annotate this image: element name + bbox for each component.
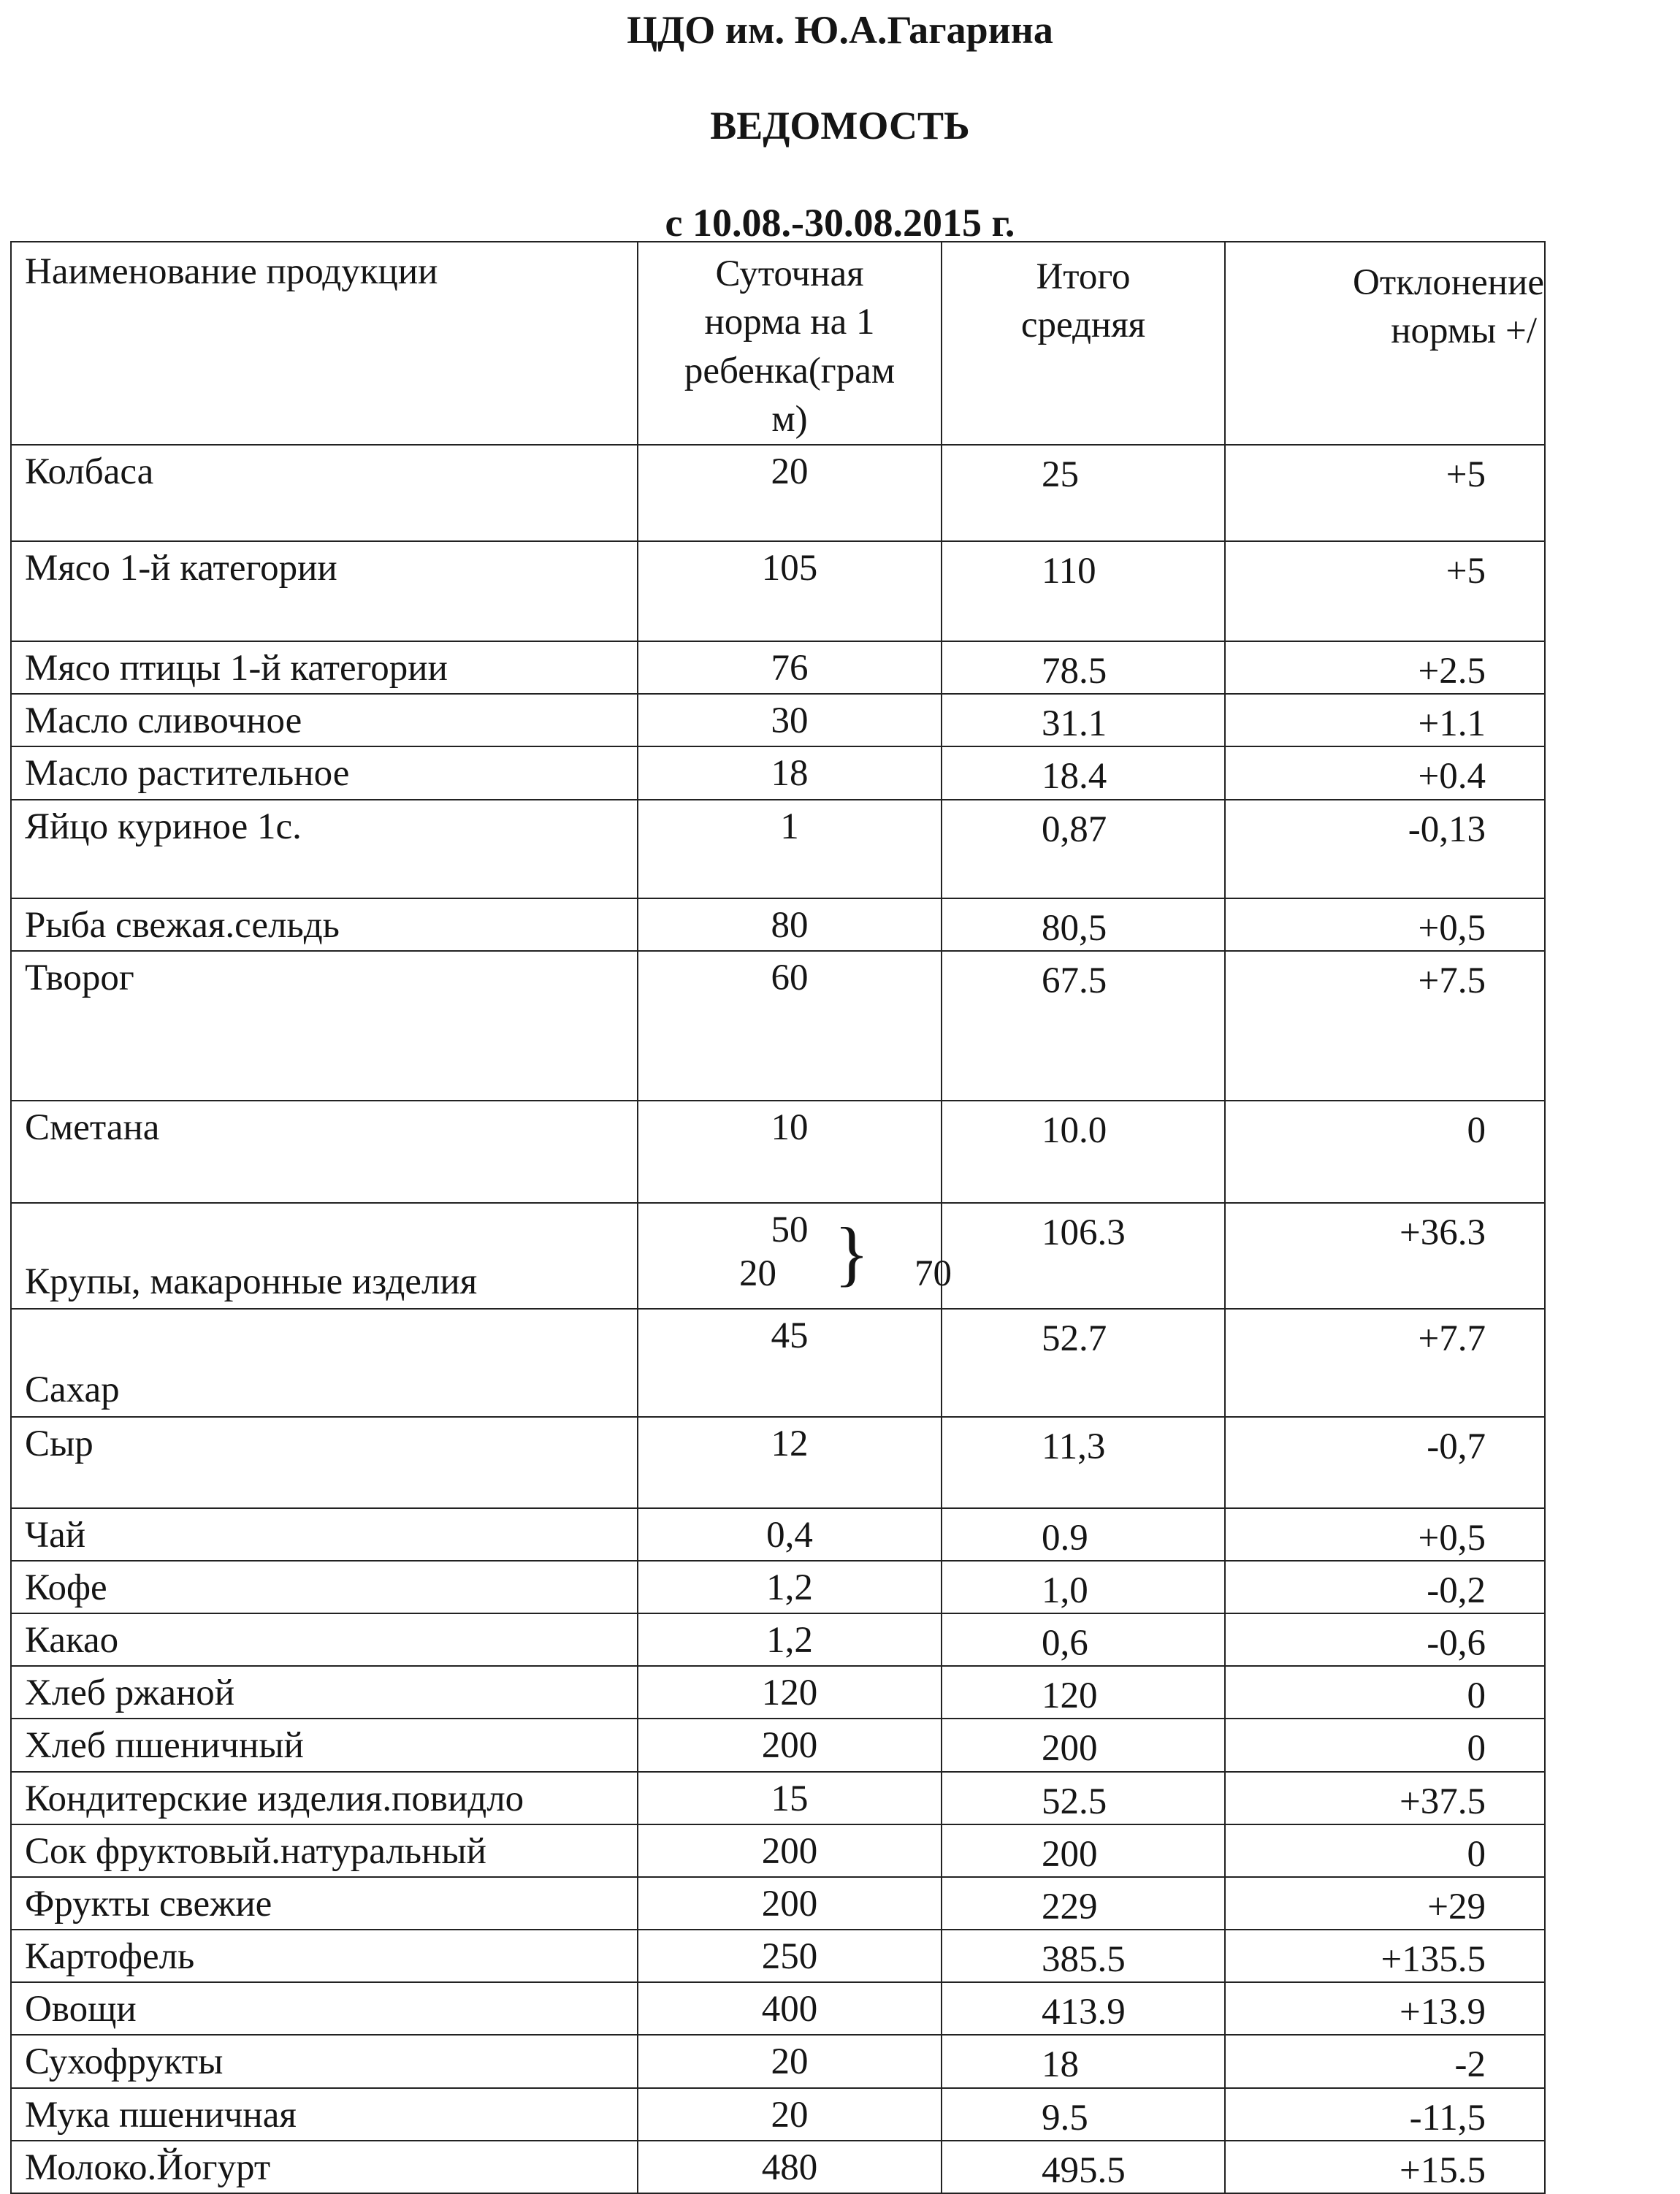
norm-value: 50 (771, 1209, 809, 1250)
norm-value: 250 (638, 1930, 942, 1982)
norm-value: 200 (638, 1824, 942, 1877)
column-header-deviation (1225, 242, 1545, 445)
norm-value: 60 (638, 951, 942, 1101)
product-name: Масло сливочное (11, 694, 638, 746)
norm-value: 20 (638, 445, 942, 541)
norm-value: 200 (638, 1877, 942, 1930)
table-row (11, 1203, 1545, 1309)
table-row (11, 445, 1545, 541)
norm-value: 105 (638, 541, 942, 641)
deviation-value: 0 (1225, 1719, 1545, 1771)
total-value: 0,87 (942, 800, 1225, 898)
deviation-value: 0 (1225, 1101, 1545, 1203)
product-name: Мука пшеничная (11, 2088, 638, 2141)
total-value: 413.9 (942, 1982, 1225, 2035)
deviation-value: -2 (1225, 2035, 1545, 2087)
total-value: 110 (942, 541, 1225, 641)
product-name: Фрукты свежие (11, 1877, 638, 1930)
deviation-value: +0.4 (1225, 746, 1545, 799)
norm-subvalue: 20 (739, 1253, 776, 1294)
product-name: Крупы, макаронные изделия (11, 1203, 638, 1309)
deviation-value: -0,13 (1225, 800, 1545, 898)
product-name: Колбаса (11, 445, 638, 541)
deviation-value: -0,6 (1225, 1613, 1545, 1666)
total-value: 52.7 (942, 1309, 1225, 1417)
deviation-value: 0 (1225, 1666, 1545, 1719)
table-row (11, 898, 1545, 951)
column-header-total-line: Итого (1036, 256, 1131, 297)
deviation-value: +37.5 (1225, 1772, 1545, 1824)
norm-value: 120 (638, 1666, 942, 1719)
table-row (11, 641, 1545, 694)
product-name: Мясо 1-й категории (11, 541, 638, 641)
norm-value: 200 (638, 1719, 942, 1771)
product-name: Молоко.Йогурт (11, 2141, 638, 2193)
total-value: 25 (942, 445, 1225, 541)
total-value: 9.5 (942, 2088, 1225, 2141)
column-header-norm-line: Суточная (715, 253, 864, 294)
table-row (11, 1508, 1545, 1561)
product-name: Яйцо куриное 1с. (11, 800, 638, 898)
deviation-value: +15.5 (1225, 2141, 1545, 2193)
table-row (11, 1309, 1545, 1417)
norm-value: 1 (638, 800, 942, 898)
total-value: 1,0 (942, 1561, 1225, 1613)
norm-value: 480 (638, 2141, 942, 2193)
total-value: 11,3 (942, 1417, 1225, 1508)
norm-value-group (638, 1203, 952, 1309)
table-row (11, 1613, 1545, 1666)
product-name: Хлеб ржаной (11, 1666, 638, 1719)
table-row (11, 1772, 1545, 1824)
product-name: Кофе (11, 1561, 638, 1613)
norm-value: 18 (638, 746, 942, 799)
deviation-value: +135.5 (1225, 1930, 1545, 1982)
table-row (11, 2141, 1545, 2193)
norm-value: 1,2 (638, 1613, 942, 1666)
product-name: Масло растительное (11, 746, 638, 799)
total-value: 0,6 (942, 1613, 1225, 1666)
column-header-name: Наименование продукции (11, 242, 638, 445)
product-name: Сметана (11, 1101, 638, 1203)
total-value: 31.1 (942, 694, 1225, 746)
norm-value: 10 (638, 1101, 942, 1203)
norm-value: 45 (638, 1309, 942, 1417)
organization-title: ЦДО им. Ю.А.Гагарина (627, 8, 1053, 52)
norm-value: 20 (638, 2035, 942, 2087)
table-row (11, 1666, 1545, 1719)
deviation-value: +29 (1225, 1877, 1545, 1930)
table-row (11, 1982, 1545, 2035)
norm-value: 1,2 (638, 1561, 942, 1613)
deviation-value: +5 (1225, 445, 1545, 541)
product-name: Сахар (11, 1309, 638, 1417)
column-header-norm-line: норма на 1 (704, 302, 875, 343)
product-name: Кондитерские изделия.повидло (11, 1772, 638, 1824)
table-row (11, 2088, 1545, 2141)
product-name: Какао (11, 1613, 638, 1666)
norm-value: 15 (638, 1772, 942, 1824)
product-name: Картофель (11, 1930, 638, 1982)
deviation-value: +0,5 (1225, 1508, 1545, 1561)
deviation-value: -11,5 (1225, 2088, 1545, 2141)
total-value: 80,5 (942, 898, 1225, 951)
total-value: 385.5 (942, 1930, 1225, 1982)
deviation-value: +7.7 (1225, 1309, 1545, 1417)
norm-subvalue: 70 (915, 1253, 952, 1294)
table-row (11, 1719, 1545, 1771)
product-name: Творог (11, 951, 638, 1101)
column-header-deviation-line: нормы +/ (1391, 310, 1537, 352)
deviation-value: +0,5 (1225, 898, 1545, 951)
total-value: 200 (942, 1824, 1225, 1877)
table-row (11, 1930, 1545, 1982)
deviation-value: +7.5 (1225, 951, 1545, 1101)
table-row (11, 800, 1545, 898)
norm-value: 30 (638, 694, 942, 746)
norm-value: 0,4 (638, 1508, 942, 1561)
product-name: Сок фруктовый.натуральный (11, 1824, 638, 1877)
total-value: 229 (942, 1877, 1225, 1930)
table-row (11, 1417, 1545, 1508)
total-value: 52.5 (942, 1772, 1225, 1824)
product-name: Мясо птицы 1-й категории (11, 641, 638, 694)
column-header-total-line: средняя (1020, 305, 1146, 346)
table-row (11, 1824, 1545, 1877)
norm-value: 12 (638, 1417, 942, 1508)
product-name: Рыба свежая.сельдь (11, 898, 638, 951)
product-name: Сухофрукты (11, 2035, 638, 2087)
total-value: 18 (942, 2035, 1225, 2087)
table-header-row (11, 242, 1545, 445)
table-row (11, 541, 1545, 641)
table-row (11, 1101, 1545, 1203)
deviation-value: +13.9 (1225, 1982, 1545, 2035)
total-value: 495.5 (942, 2141, 1225, 2193)
total-value: 0.9 (942, 1508, 1225, 1561)
norm-value: 20 (638, 2088, 942, 2141)
column-header-norm (638, 242, 942, 445)
total-value: 106.3 (942, 1203, 1225, 1309)
column-header-norm-line: ребенка(грам (684, 350, 896, 391)
deviation-value: +1.1 (1225, 694, 1545, 746)
product-name: Хлеб пшеничный (11, 1719, 638, 1771)
deviation-value: +2.5 (1225, 641, 1545, 694)
norm-value: 400 (638, 1982, 942, 2035)
deviation-value: +36.3 (1225, 1203, 1545, 1309)
document-title: ВЕДОМОСТЬ (710, 104, 970, 148)
product-name: Сыр (11, 1417, 638, 1508)
table-row (11, 746, 1545, 799)
total-value: 120 (942, 1666, 1225, 1719)
product-name: Чай (11, 1508, 638, 1561)
total-value: 18.4 (942, 746, 1225, 799)
norm-value: 80 (638, 898, 942, 951)
deviation-value: -0,2 (1225, 1561, 1545, 1613)
total-value: 200 (942, 1719, 1225, 1771)
product-name: Овощи (11, 1982, 638, 2035)
table-row (11, 1877, 1545, 1930)
column-header-norm-line: м) (771, 398, 808, 440)
deviation-value: 0 (1225, 1824, 1545, 1877)
brace-mark: } (834, 1212, 869, 1293)
column-header-total (942, 242, 1225, 445)
table-row (11, 951, 1545, 1101)
total-value: 10.0 (942, 1101, 1225, 1203)
total-value: 78.5 (942, 641, 1225, 694)
statement-table (10, 241, 1546, 2194)
total-value: 67.5 (942, 951, 1225, 1101)
period-title: с 10.08.-30.08.2015 г. (665, 201, 1015, 245)
table-row (11, 1561, 1545, 1613)
table-row (11, 694, 1545, 746)
column-header-deviation-line: Отклонение (1353, 262, 1544, 303)
deviation-value: +5 (1225, 541, 1545, 641)
norm-value: 76 (638, 641, 942, 694)
table-row (11, 2035, 1545, 2087)
deviation-value: -0,7 (1225, 1417, 1545, 1508)
